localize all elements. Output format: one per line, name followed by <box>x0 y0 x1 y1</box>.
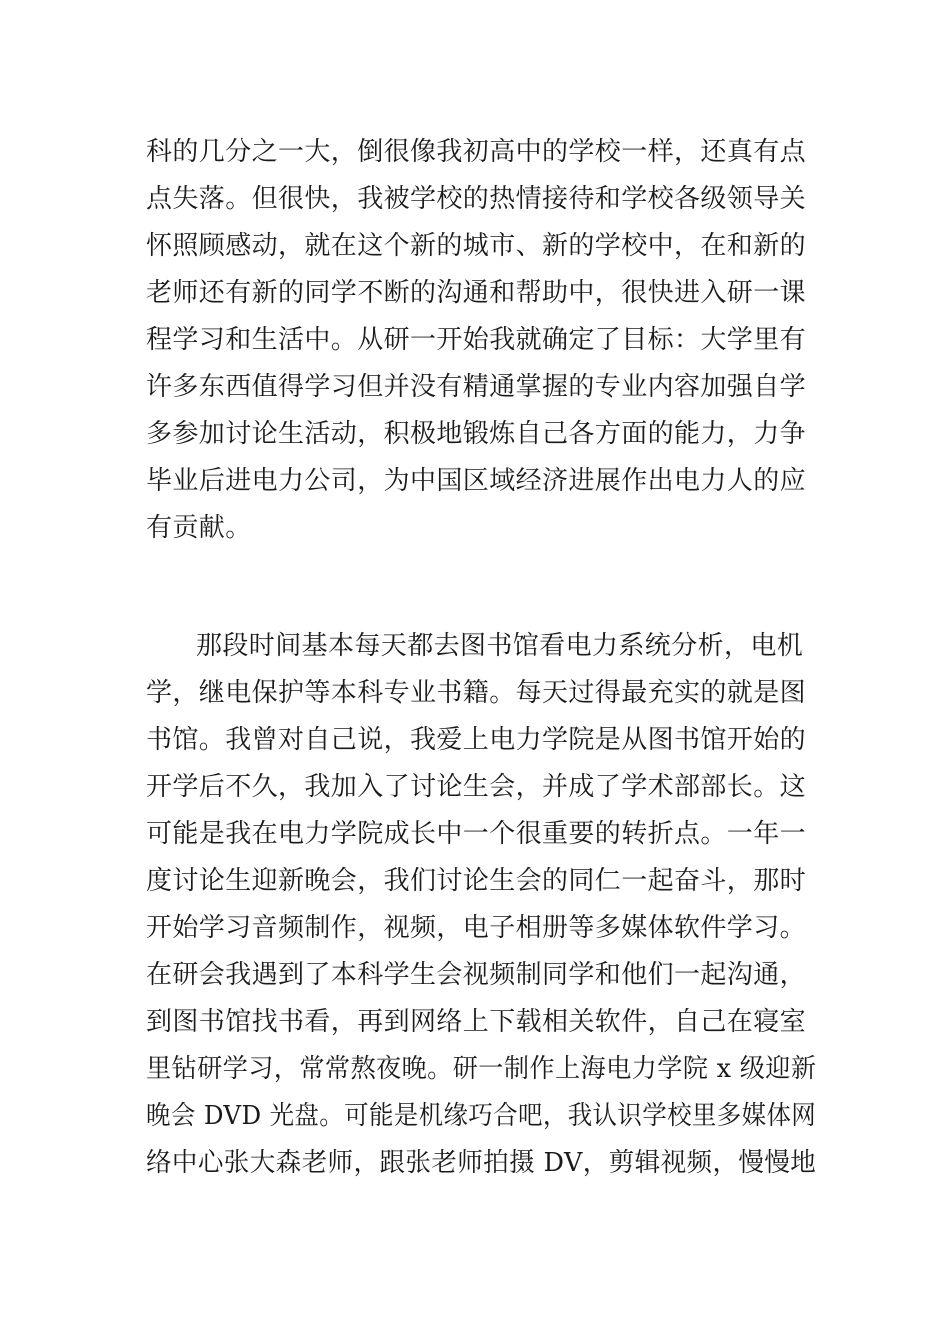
paragraph-2-line-3: 书馆。我曾对自己说，我爱上电力学院是从图书馆开始的 <box>146 725 807 755</box>
paragraph-1-line-7: 多参加讨论生活动，积极地锻炼自己各方面的能力，力争 <box>146 419 807 449</box>
paragraph-2-line-6: 度讨论生迎新晚会，我们讨论生会的同仁一起奋斗，那时 <box>146 866 807 896</box>
paragraph-1-line-5: 程学习和生活中。从研一开始我就确定了目标：大学里有 <box>146 325 807 355</box>
paragraph-2-line-2: 学，继电保护等本科专业书籍。每天过得最充实的就是图 <box>146 678 807 708</box>
paragraph-1-line-6: 许多东西值得学习但并没有精通掌握的专业内容加强自学 <box>146 372 807 402</box>
paragraph-2-line-11: 晚会 DVD 光盘。可能是机缘巧合吧，我认识学校里多媒体网 <box>146 1101 817 1131</box>
paragraph-2-line-12: 络中心张大森老师，跟张老师拍摄 DV，剪辑视频，慢慢地 <box>146 1148 817 1178</box>
paragraph-2-line-1: 那段时间基本每天都去图书馆看电力系统分析，电机 <box>196 631 804 661</box>
paragraph-1-line-1: 科的几分之一大，倒很像我初高中的学校一样，还真有点 <box>146 137 807 167</box>
paragraph-2-line-5: 可能是我在电力学院成长中一个很重要的转折点。一年一 <box>146 819 807 849</box>
paragraph-2-line-4: 开学后不久，我加入了讨论生会，并成了学术部部长。这 <box>146 772 807 802</box>
paragraph-1-line-3: 怀照顾感动，就在这个新的城市、新的学校中，在和新的 <box>146 231 807 261</box>
paragraph-2-line-7: 开始学习音频制作，视频，电子相册等多媒体软件学习。 <box>146 913 807 943</box>
paragraph-1-line-2: 点失落。但很快，我被学校的热情接待和学校各级领导关 <box>146 184 807 214</box>
paragraph-2-line-8: 在研会我遇到了本科学生会视频制同学和他们一起沟通， <box>146 960 807 990</box>
paragraph-1-line-8: 毕业后进电力公司，为中国区域经济进展作出电力人的应 <box>146 466 807 496</box>
paragraph-1-line-4: 老师还有新的同学不断的沟通和帮助中，很快进入研一课 <box>146 278 807 308</box>
paragraph-2-line-10: 里钻研学习，常常熬夜晚。研一制作上海电力学院 x 级迎新 <box>146 1054 817 1084</box>
paragraph-1-line-9: 有贡献。 <box>146 513 252 543</box>
paragraph-2-line-9: 到图书馆找书看，再到网络上下载相关软件，自己在寝室 <box>146 1007 807 1037</box>
